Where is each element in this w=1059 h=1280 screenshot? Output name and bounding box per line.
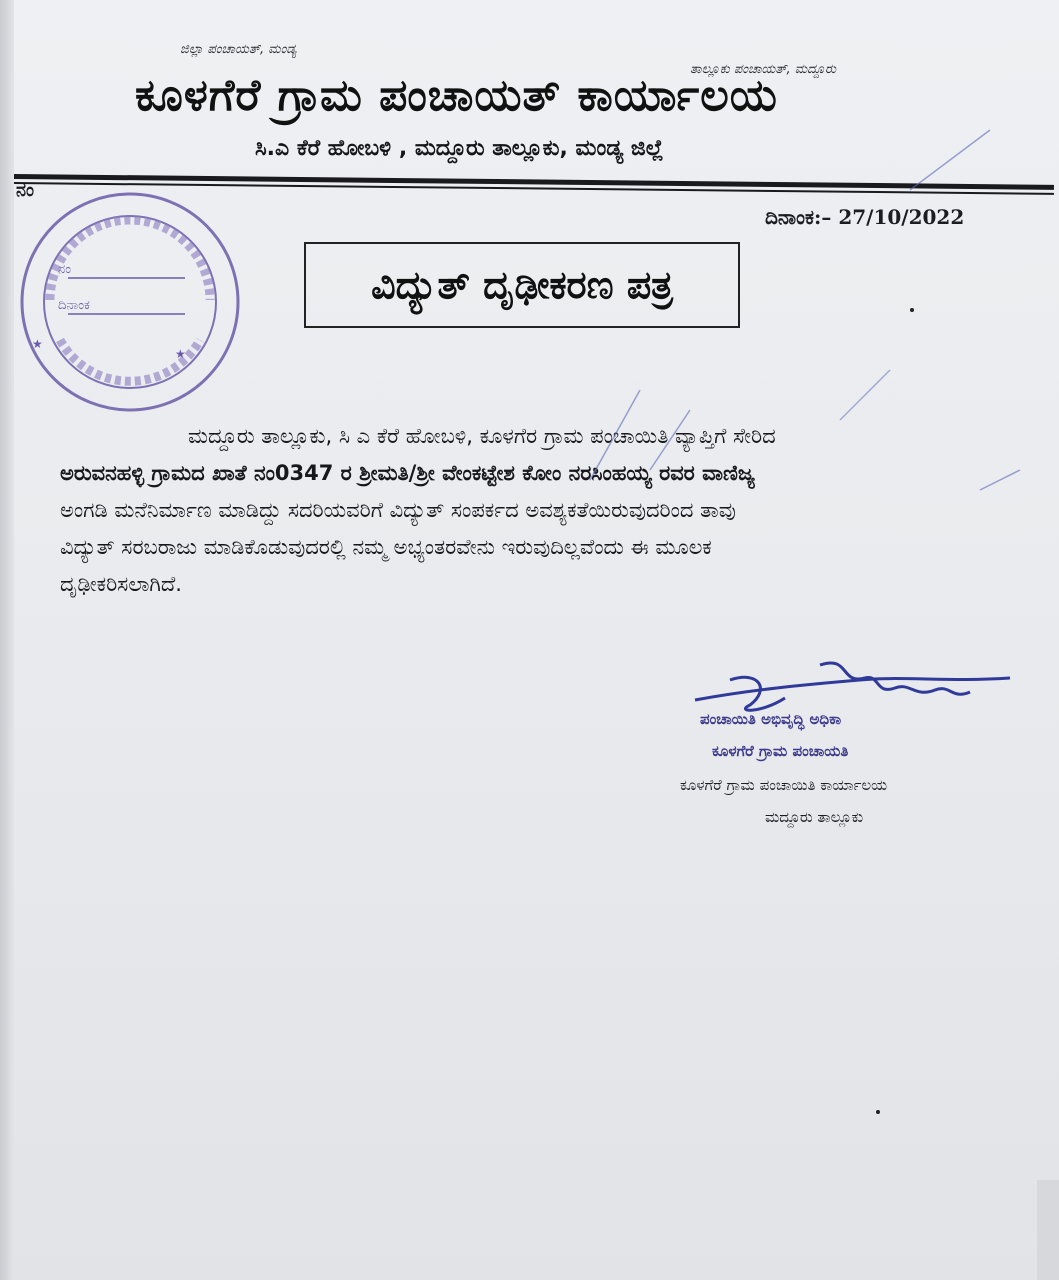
date-label: ದಿನಾಂಕ:– [765,205,832,229]
date-line [765,205,964,229]
body-line: ಅರುವನಹಳ್ಳಿ ಗ್ರಾಮದ ಖಾತೆ ನಂ0347 ರ ಶ್ರೀಮತಿ/ಶ್ರೀ ವೇಂಕಟ್ಟೇಶ ಕೋಂ ನರಸಿಂಹಯ್ಯ ರವರ ವಾಣಿಜ್ಯ [60,461,755,485]
officer-stamp-line: ಕೂಳಗೆರೆ ಗ್ರಾಮ ಪಂಚಾಯತಿ [712,742,849,760]
taluk-note: ತಾಲ್ಲೂಕು ಪಂಚಾಯತ್, ಮದ್ದೂರು [690,62,836,77]
body-line: ವಿದ್ಯುತ್ ಸರಬರಾಜು ಮಾಡಿಕೊಡುವುದರಲ್ಲಿ ನಮ್ಮ ಅಭ್ಯಂತರವೇನು ಇರುವುದಿಲ್ಲವೆಂದು ಈ ಮೂಲಕ [60,535,712,559]
body-line: ಅಂಗಡಿ ಮನೆನಿರ್ಮಾಣ ಮಾಡಿದ್ದು ಸದರಿಯವರಿಗೆ ವಿದ್ಯುತ್ ಸಂಪರ್ಕದ ಅವಶ್ಯಕತೆಯಿರುವುದರಿಂದ ತಾವು [60,498,736,522]
pen-strokes [900,120,1020,200]
document-title-box [304,242,740,328]
page-right-edge [1037,1180,1059,1280]
document-title: ವಿದ್ಯುತ್ ದೃಢೀಕರಣ ಪತ್ರ [371,262,673,307]
body-line: ಮದ್ದೂರು ತಾಲ್ಲೂಕು, ಸಿ ಎ ಕೆರೆ ಹೋಬಳಿ, ಕೂಳಗೆರ ಗ್ರಾಮ ಪಂಚಾಯಿತಿ ವ್ಯಾಪ್ತಿಗೆ ಸೇರಿದ [188,424,776,448]
office-seal [10,190,250,420]
officer-stamp-line: ಪಂಚಾಯಿತಿ ಅಭಿವೃದ್ಧಿ ಅಧಿಕಾ [700,710,842,728]
office-address: ಸಿ.ಎ ಕೆರೆ ಹೋಬಳಿ , ಮದ್ದೂರು ತಾಲ್ಲೂಕು, ಮಂಡ್ಯ ಜಿಲ್ಲೆ [255,136,664,161]
district-note: ಜಿಲ್ಲಾ ಪಂಚಾಯತ್, ಮಂಡ್ಯ [180,42,297,57]
svg-text:★: ★ [32,337,43,351]
pen-strokes [560,360,1030,500]
svg-text:★: ★ [175,347,186,361]
date-value: 27/10/2022 [838,205,965,229]
ink-speck [876,1110,880,1114]
seal-date-field: ದಿನಾಂಕ [58,298,90,313]
seal-number-field: ನಂ [58,262,71,277]
office-line: ಕೂಳಗೆರೆ ಗ್ರಾಮ ಪಂಚಾಯಿತಿ ಕಾರ್ಯಾಲಯ [680,776,888,794]
office-title: ಕೂಳಗೆರೆ ಗ್ರಾಮ ಪಂಚಾಯತ್ ಕಾರ್ಯಾಲಯ [135,70,778,121]
ink-speck [910,308,914,312]
office-line: ಮದ್ದೂರು ತಾಲ್ಲೂಕು [765,808,864,826]
body-line: ದೃಢೀಕರಿಸಲಾಗಿದೆ. [60,572,182,596]
reference-number-label: ನಂ [16,180,34,201]
